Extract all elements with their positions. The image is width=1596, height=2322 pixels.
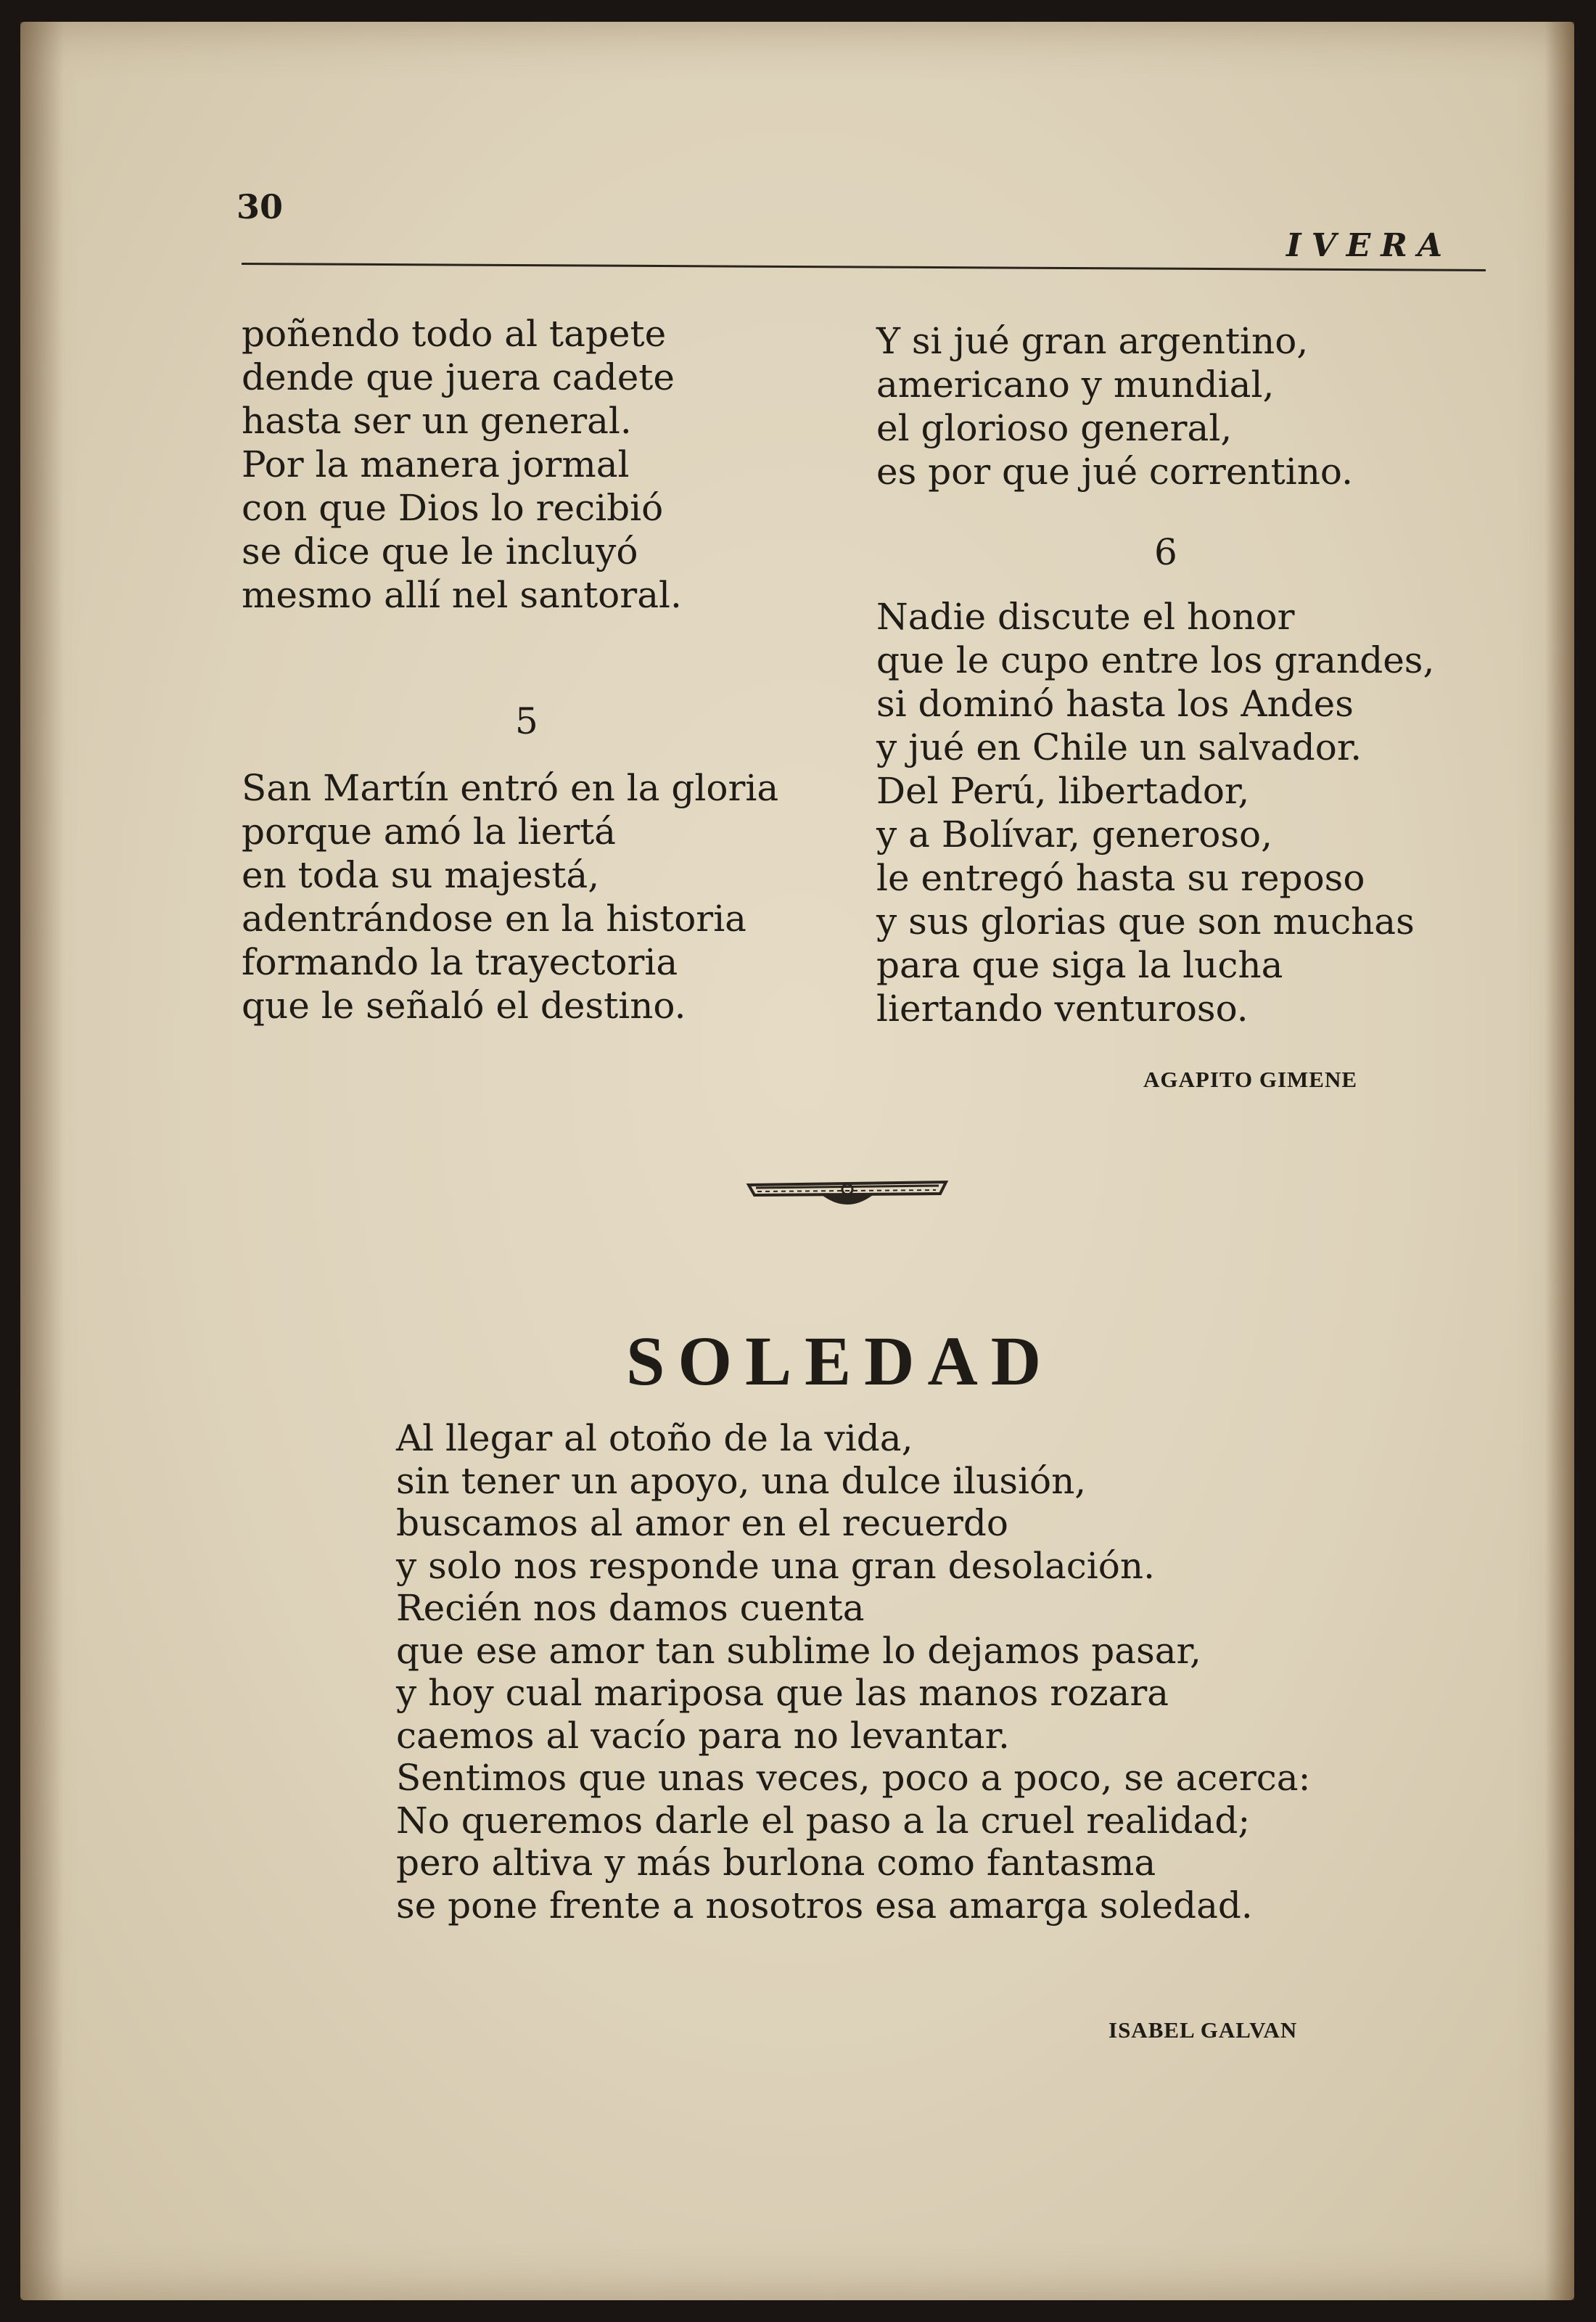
verse-line: y a Bolívar, generoso, — [876, 813, 1272, 856]
poem-title: SOLEDAD — [626, 1322, 1055, 1400]
verse-line: mesmo allí nel santoral. — [242, 574, 682, 616]
page-number: 30 — [236, 187, 284, 226]
verse-line: y hoy cual mariposa que las manos rozara — [396, 1672, 1169, 1714]
verse-line: americano y mundial, — [876, 364, 1275, 406]
verse-line: adentrándose en la historia — [242, 898, 746, 940]
stanza-right-intro — [876, 319, 1353, 493]
verse-line: Del Perú, libertador, — [876, 770, 1250, 812]
running-head: IVERA — [1286, 227, 1452, 264]
verse-line: Y si jué gran argentino, — [876, 320, 1309, 362]
stanza-number-5: 5 — [515, 700, 538, 742]
verse-line: y solo nos responde una gran desolación. — [396, 1544, 1155, 1587]
verse-line: se dice que le incluyó — [242, 530, 638, 573]
verse-line: y jué en Chile un salvador. — [876, 726, 1362, 768]
verse-line: que ese amor tan sublime lo dejamos pasar, — [396, 1629, 1201, 1672]
stanza-number-6: 6 — [1154, 531, 1177, 573]
verse-line: que le cupo entre los grandes, — [876, 639, 1435, 681]
verse-line: es por que jué correntino. — [876, 451, 1354, 493]
verse-line: Nadie discute el honor — [876, 596, 1295, 638]
verse-line: poñendo todo al tapete — [242, 313, 667, 355]
verse-line: se pone frente a nosotros esa amarga soledad. — [396, 1884, 1253, 1927]
verse-line: formando la trayectoria — [242, 941, 678, 983]
verse-line: pero altiva y más burlona como fantasma — [396, 1842, 1156, 1884]
stanza-5 — [242, 766, 778, 1027]
verse-line: si dominó hasta los Andes — [876, 683, 1354, 725]
verse-line: Recién nos damos cuenta — [396, 1587, 865, 1629]
verse-line: porque amó la liertá — [242, 811, 616, 853]
verse-line: dende que juera cadete — [242, 356, 675, 398]
verse-line: para que siga la lucha — [876, 944, 1283, 986]
author-signature: AGAPITO GIMENE — [1143, 1067, 1358, 1092]
poem-soledad — [396, 1417, 1310, 1927]
verse-line: y sus glorias que son muchas — [876, 901, 1415, 943]
verse-line: Al llegar al otoño de la vida, — [396, 1417, 913, 1459]
stanza-6 — [876, 595, 1434, 1030]
ornament-divider — [746, 1172, 949, 1218]
verse-line: en toda su majestá, — [242, 854, 600, 896]
verse-line: No queremos darle el paso a la cruel realidad; — [396, 1799, 1251, 1842]
verse-line: el glorioso general, — [876, 407, 1233, 449]
verse-line: con que Dios lo recibió — [242, 487, 664, 529]
verse-line: buscamos al amor en el recuerdo — [396, 1502, 1009, 1544]
verse-line: caemos al vacío para no levantar. — [396, 1714, 1010, 1757]
author-signature: ISABEL GALVAN — [1108, 2017, 1298, 2043]
verse-line: hasta ser un general. — [242, 400, 632, 442]
verse-line: que le señaló el destino. — [242, 985, 686, 1027]
verse-line: sin tener un apoyo, una dulce ilusión, — [396, 1459, 1087, 1502]
stanza-continuation — [242, 312, 682, 617]
verse-line: Por la manera jormal — [242, 443, 630, 485]
verse-line: liertando venturoso. — [876, 988, 1249, 1030]
book-page — [20, 22, 1574, 2300]
verse-line: Sentimos que unas veces, poco a poco, se acerca: — [396, 1757, 1311, 1799]
verse-line: le entregó hasta su reposo — [876, 857, 1365, 899]
verse-line: San Martín entró en la gloria — [242, 767, 779, 809]
